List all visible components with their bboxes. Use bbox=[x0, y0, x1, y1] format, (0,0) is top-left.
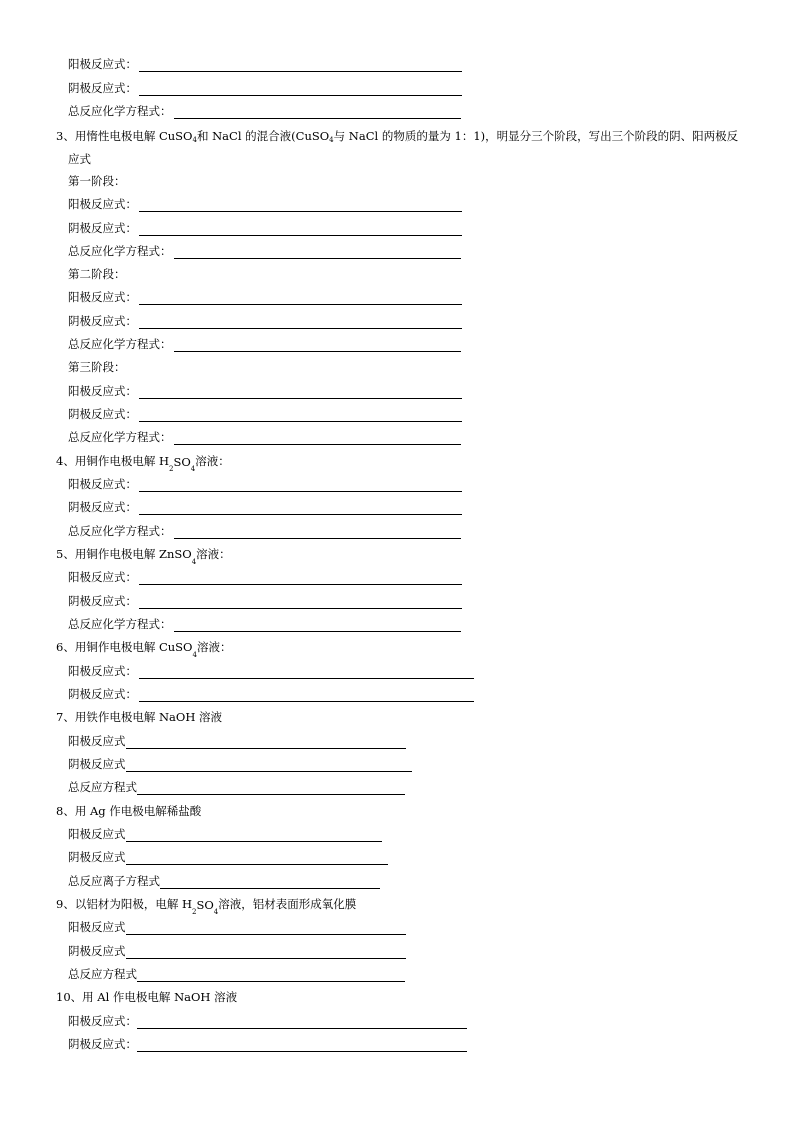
answer-blank[interactable] bbox=[174, 619, 461, 632]
question-text: SO bbox=[173, 455, 191, 469]
stage-label: 第一阶段： bbox=[68, 174, 126, 188]
question-text: 与 NaCl 的物质的量为 1：1)，明显分三个阶段，写出三个阶段的阴、阳两极反 bbox=[333, 129, 739, 143]
cathode-row bbox=[68, 76, 462, 96]
answer-blank[interactable] bbox=[139, 59, 462, 72]
question-text: 6、用铜作电极电解 CuSO bbox=[56, 640, 193, 654]
cathode-label: 阴极反应式： bbox=[68, 594, 137, 608]
answer-blank[interactable] bbox=[139, 386, 462, 399]
question-6: 6、用铜作电极电解 CuSO 4 溶液： bbox=[56, 640, 232, 659]
answer-blank[interactable] bbox=[137, 782, 405, 795]
question-text: 溶液： bbox=[196, 640, 232, 654]
total-label: 总反应化学方程式： bbox=[68, 524, 172, 538]
answer-blank[interactable] bbox=[174, 339, 461, 352]
cathode-label: 阴极反应式： bbox=[68, 407, 137, 421]
total-label: 总反应化学方程式： bbox=[68, 430, 172, 444]
cathode-label: 阴极反应式 bbox=[68, 944, 126, 958]
total-label: 总反应方程式 bbox=[68, 780, 137, 794]
answer-blank[interactable] bbox=[126, 922, 406, 935]
answer-blank[interactable] bbox=[137, 1016, 467, 1029]
anode-row bbox=[68, 52, 462, 72]
question-text: 溶液，铝材表面形成氧化膜 bbox=[218, 897, 357, 911]
stage-heading bbox=[68, 262, 126, 282]
answer-blank[interactable] bbox=[126, 759, 412, 772]
anode-label: 阳极反应式： bbox=[68, 1014, 137, 1028]
cathode-label: 阴极反应式： bbox=[68, 1037, 137, 1051]
cathode-label: 阴极反应式 bbox=[68, 850, 126, 864]
cathode-label: 阴极反应式： bbox=[68, 314, 137, 328]
question-text: SO bbox=[196, 898, 214, 912]
anode-row bbox=[68, 659, 474, 679]
answer-blank[interactable] bbox=[139, 316, 462, 329]
answer-blank[interactable] bbox=[137, 969, 405, 982]
anode-label: 阳极反应式： bbox=[68, 384, 137, 398]
answer-blank[interactable] bbox=[126, 946, 406, 959]
answer-blank[interactable] bbox=[126, 852, 388, 865]
total-row bbox=[68, 519, 461, 539]
question-text: 8、用 Ag 作电极电解稀盐酸 bbox=[56, 804, 202, 818]
question-text: 溶液： bbox=[196, 547, 231, 561]
cathode-label: 阴极反应式： bbox=[68, 687, 137, 701]
anode-label: 阳极反应式 bbox=[68, 920, 126, 934]
question-text-continued: 应式 bbox=[68, 152, 91, 166]
stage-label: 第三阶段： bbox=[68, 360, 126, 374]
answer-blank[interactable] bbox=[139, 83, 462, 96]
total-label: 总反应方程式 bbox=[68, 967, 137, 981]
answer-blank[interactable] bbox=[139, 479, 462, 492]
cathode-row bbox=[68, 845, 388, 865]
cathode-label: 阴极反应式 bbox=[68, 757, 126, 771]
anode-row bbox=[68, 379, 462, 399]
anode-label: 阳极反应式： bbox=[68, 290, 137, 304]
cathode-row bbox=[68, 1032, 467, 1052]
cathode-row bbox=[68, 752, 412, 772]
question-7 bbox=[56, 705, 222, 725]
answer-blank[interactable] bbox=[126, 829, 382, 842]
anode-label: 阳极反应式： bbox=[68, 477, 137, 491]
anode-label: 阳极反应式： bbox=[68, 570, 137, 584]
cathode-row bbox=[68, 495, 462, 515]
stage-heading bbox=[68, 169, 126, 189]
total-row bbox=[68, 332, 461, 352]
cathode-label: 阴极反应式： bbox=[68, 81, 137, 95]
anode-row bbox=[68, 192, 462, 212]
total-label: 总反应化学方程式： bbox=[68, 244, 172, 258]
answer-blank[interactable] bbox=[139, 409, 462, 422]
question-text: 4、用铜作电极电解 H bbox=[56, 454, 169, 468]
question-text: 和 NaCl 的混合液(CuSO bbox=[196, 129, 330, 143]
cathode-row bbox=[68, 402, 462, 422]
cathode-row bbox=[68, 682, 474, 702]
answer-blank[interactable] bbox=[139, 292, 462, 305]
anode-row bbox=[68, 822, 382, 842]
cathode-row bbox=[68, 216, 462, 236]
total-row bbox=[68, 869, 380, 889]
subscript: 4 bbox=[329, 136, 334, 144]
answer-blank[interactable] bbox=[139, 596, 462, 609]
cathode-row bbox=[68, 309, 462, 329]
question-text: 溶液： bbox=[195, 454, 230, 468]
answer-blank[interactable] bbox=[139, 666, 474, 679]
anode-row bbox=[68, 472, 462, 492]
answer-blank[interactable] bbox=[174, 526, 461, 539]
anode-label: 阳极反应式： bbox=[68, 664, 137, 678]
anode-label: 阳极反应式： bbox=[68, 197, 137, 211]
anode-label: 阳极反应式 bbox=[68, 734, 126, 748]
total-row bbox=[68, 99, 461, 119]
anode-row bbox=[68, 1009, 467, 1029]
answer-blank[interactable] bbox=[174, 432, 461, 445]
cathode-label: 阴极反应式： bbox=[68, 500, 137, 514]
answer-blank[interactable] bbox=[160, 876, 380, 889]
answer-blank[interactable] bbox=[139, 502, 462, 515]
answer-blank[interactable] bbox=[139, 223, 462, 236]
answer-blank[interactable] bbox=[139, 199, 462, 212]
anode-row bbox=[68, 285, 462, 305]
answer-blank[interactable] bbox=[139, 689, 474, 702]
total-row bbox=[68, 239, 461, 259]
stage-heading bbox=[68, 355, 126, 375]
answer-blank[interactable] bbox=[137, 1039, 467, 1052]
question-5: 5、用铜作电极电解 ZnSO 4 溶液： bbox=[56, 547, 231, 566]
stage-label: 第二阶段： bbox=[68, 267, 126, 281]
answer-blank[interactable] bbox=[174, 106, 461, 119]
total-row bbox=[68, 775, 405, 795]
answer-blank[interactable] bbox=[126, 736, 406, 749]
question-4: 4、用铜作电极电解 H 2 SO 4 溶液： bbox=[56, 454, 230, 473]
answer-blank[interactable] bbox=[139, 572, 462, 585]
question-8 bbox=[56, 799, 201, 819]
anode-row bbox=[68, 915, 406, 935]
cathode-row bbox=[68, 589, 462, 609]
total-row bbox=[68, 962, 405, 982]
question-text: 10、用 Al 作电极电解 NaOH 溶液 bbox=[56, 990, 238, 1004]
question-3 bbox=[56, 125, 746, 171]
question-9: 9、以铝材为阳极，电解 H 2 SO 4 溶液，铝材表面形成氧化膜 bbox=[56, 897, 357, 916]
cathode-label: 阴极反应式： bbox=[68, 221, 137, 235]
total-row bbox=[68, 425, 461, 445]
question-text: 7、用铁作电极电解 NaOH 溶液 bbox=[56, 710, 223, 724]
question-text: 5、用铜作电极电解 ZnSO bbox=[56, 547, 192, 561]
total-label: 总反应离子方程式 bbox=[68, 874, 160, 888]
answer-blank[interactable] bbox=[174, 246, 461, 259]
total-label: 总反应化学方程式： bbox=[68, 617, 172, 631]
question-text: 3、用惰性电极电解 CuSO bbox=[56, 129, 193, 143]
total-label: 总反应化学方程式： bbox=[68, 337, 172, 351]
total-label: 总反应化学方程式： bbox=[68, 104, 172, 118]
anode-row bbox=[68, 729, 406, 749]
anode-row bbox=[68, 565, 462, 585]
question-10 bbox=[56, 985, 237, 1005]
cathode-row bbox=[68, 939, 406, 959]
question-text: 9、以铝材为阳极，电解 H bbox=[56, 897, 192, 911]
subscript: 4 bbox=[192, 136, 197, 144]
anode-label: 阳极反应式 bbox=[68, 827, 126, 841]
total-row bbox=[68, 612, 461, 632]
anode-label: 阳极反应式： bbox=[68, 57, 137, 71]
